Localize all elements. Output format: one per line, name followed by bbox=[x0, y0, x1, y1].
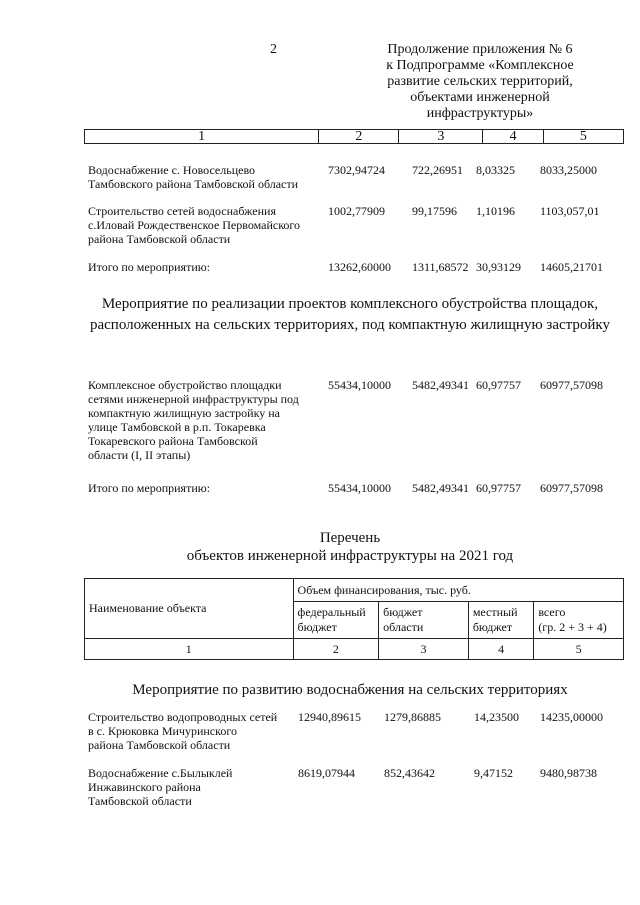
object-name: Водоснабжение с. Новосельцево Тамбовского района Тамбовской области bbox=[88, 163, 299, 191]
list-title: Перечень bbox=[319, 530, 381, 546]
object-name: Строительство сетей водоснабжения с.Иловай Рождественское Первомайского района Тамбовской области bbox=[88, 204, 301, 246]
section-heading: Мероприятие по развитию водоснабжения на сельских территориях bbox=[132, 682, 568, 698]
header-line: Продолжение приложения № 6 bbox=[387, 42, 573, 57]
total-header: всего (гр. 2 + 3 + 4) bbox=[534, 602, 624, 639]
regional-value: 852,43642 bbox=[384, 766, 435, 780]
total-value: 14235,00000 bbox=[540, 710, 603, 724]
total-value: 14605,21701 bbox=[540, 260, 603, 274]
local-value: 1,10196 bbox=[476, 204, 515, 218]
local-value: 30,93129 bbox=[476, 260, 521, 274]
federal-value: 13262,60000 bbox=[328, 260, 391, 274]
column-number-header bbox=[84, 129, 624, 144]
regional-value: 99,17596 bbox=[412, 204, 457, 218]
col-num-cell: 5 bbox=[543, 130, 623, 144]
total-label: Итого по мероприятию: bbox=[88, 260, 211, 274]
local-value: 60,97757 bbox=[476, 378, 521, 392]
list-subtitle: объектов инженерной инфраструктуры на 2021 год bbox=[186, 548, 514, 564]
object-name: Водоснабжение с.Былыклей Инжавинского района Тамбовской области bbox=[88, 766, 233, 808]
header-line: развитие сельских территорий, bbox=[387, 74, 573, 89]
funding-table-header bbox=[84, 578, 624, 660]
total-value: 60977,57098 bbox=[540, 481, 603, 495]
federal-value: 55434,10000 bbox=[328, 481, 391, 495]
total-value: 8033,25000 bbox=[540, 163, 597, 177]
federal-value: 1002,77909 bbox=[328, 204, 385, 218]
funding-header: Объем финансирования, тыс. руб. bbox=[293, 579, 623, 602]
col-num-cell: 3 bbox=[399, 130, 483, 144]
regional-value: 1279,86885 bbox=[384, 710, 441, 724]
header-line: объектами инженерной bbox=[410, 90, 550, 105]
col-num-cell: 3 bbox=[379, 639, 469, 660]
federal-budget-header: федеральный бюджет bbox=[293, 602, 379, 639]
local-value: 8,03325 bbox=[476, 163, 515, 177]
name-header: Наименование объекта bbox=[85, 579, 294, 639]
col-num-cell: 4 bbox=[483, 130, 543, 144]
regional-value: 1311,68572 bbox=[412, 260, 469, 274]
federal-value: 12940,89615 bbox=[298, 710, 361, 724]
local-value: 14,23500 bbox=[474, 710, 519, 724]
col-num-cell: 4 bbox=[468, 639, 533, 660]
local-value: 60,97757 bbox=[476, 481, 521, 495]
appendix-header bbox=[360, 42, 600, 122]
col-num-cell: 1 bbox=[85, 130, 319, 144]
regional-value: 722,26951 bbox=[412, 163, 463, 177]
col-num-cell: 1 bbox=[85, 639, 294, 660]
header-line: инфраструктуры» bbox=[426, 106, 534, 121]
local-value: 9,47152 bbox=[474, 766, 513, 780]
col-num-cell: 2 bbox=[319, 130, 399, 144]
section-heading: Мероприятие по реализации проектов комплексного обустройства площадок, расположенных на сельских территориях, под компактную жилищную застройку bbox=[89, 296, 610, 333]
total-value: 9480,98738 bbox=[540, 766, 597, 780]
federal-value: 8619,07944 bbox=[298, 766, 355, 780]
regional-budget-header: бюджет области bbox=[379, 602, 469, 639]
col-num-cell: 2 bbox=[293, 639, 379, 660]
federal-value: 55434,10000 bbox=[328, 378, 391, 392]
total-value: 1103,057,01 bbox=[540, 204, 600, 218]
object-name: Строительство водопроводных сетей в с. Крюковка Мичуринского района Тамбовской области bbox=[88, 710, 278, 752]
header-line: к Подпрограмме «Комплексное bbox=[386, 58, 574, 73]
regional-value: 5482,49341 bbox=[412, 378, 469, 392]
federal-value: 7302,94724 bbox=[328, 163, 385, 177]
regional-value: 5482,49341 bbox=[412, 481, 469, 495]
page-number: 2 bbox=[270, 42, 277, 57]
total-value: 60977,57098 bbox=[540, 378, 603, 392]
object-name: Комплексное обустройство площадки сетями инженерной инфраструктуры под компактную жилищную застройку на улице Тамбовской в р.п. Токаревка Токаревского района Тамбовской области (I, II этапы) bbox=[88, 378, 299, 462]
total-label: Итого по мероприятию: bbox=[88, 481, 211, 495]
col-num-cell: 5 bbox=[534, 639, 624, 660]
local-budget-header: местный бюджет bbox=[468, 602, 533, 639]
